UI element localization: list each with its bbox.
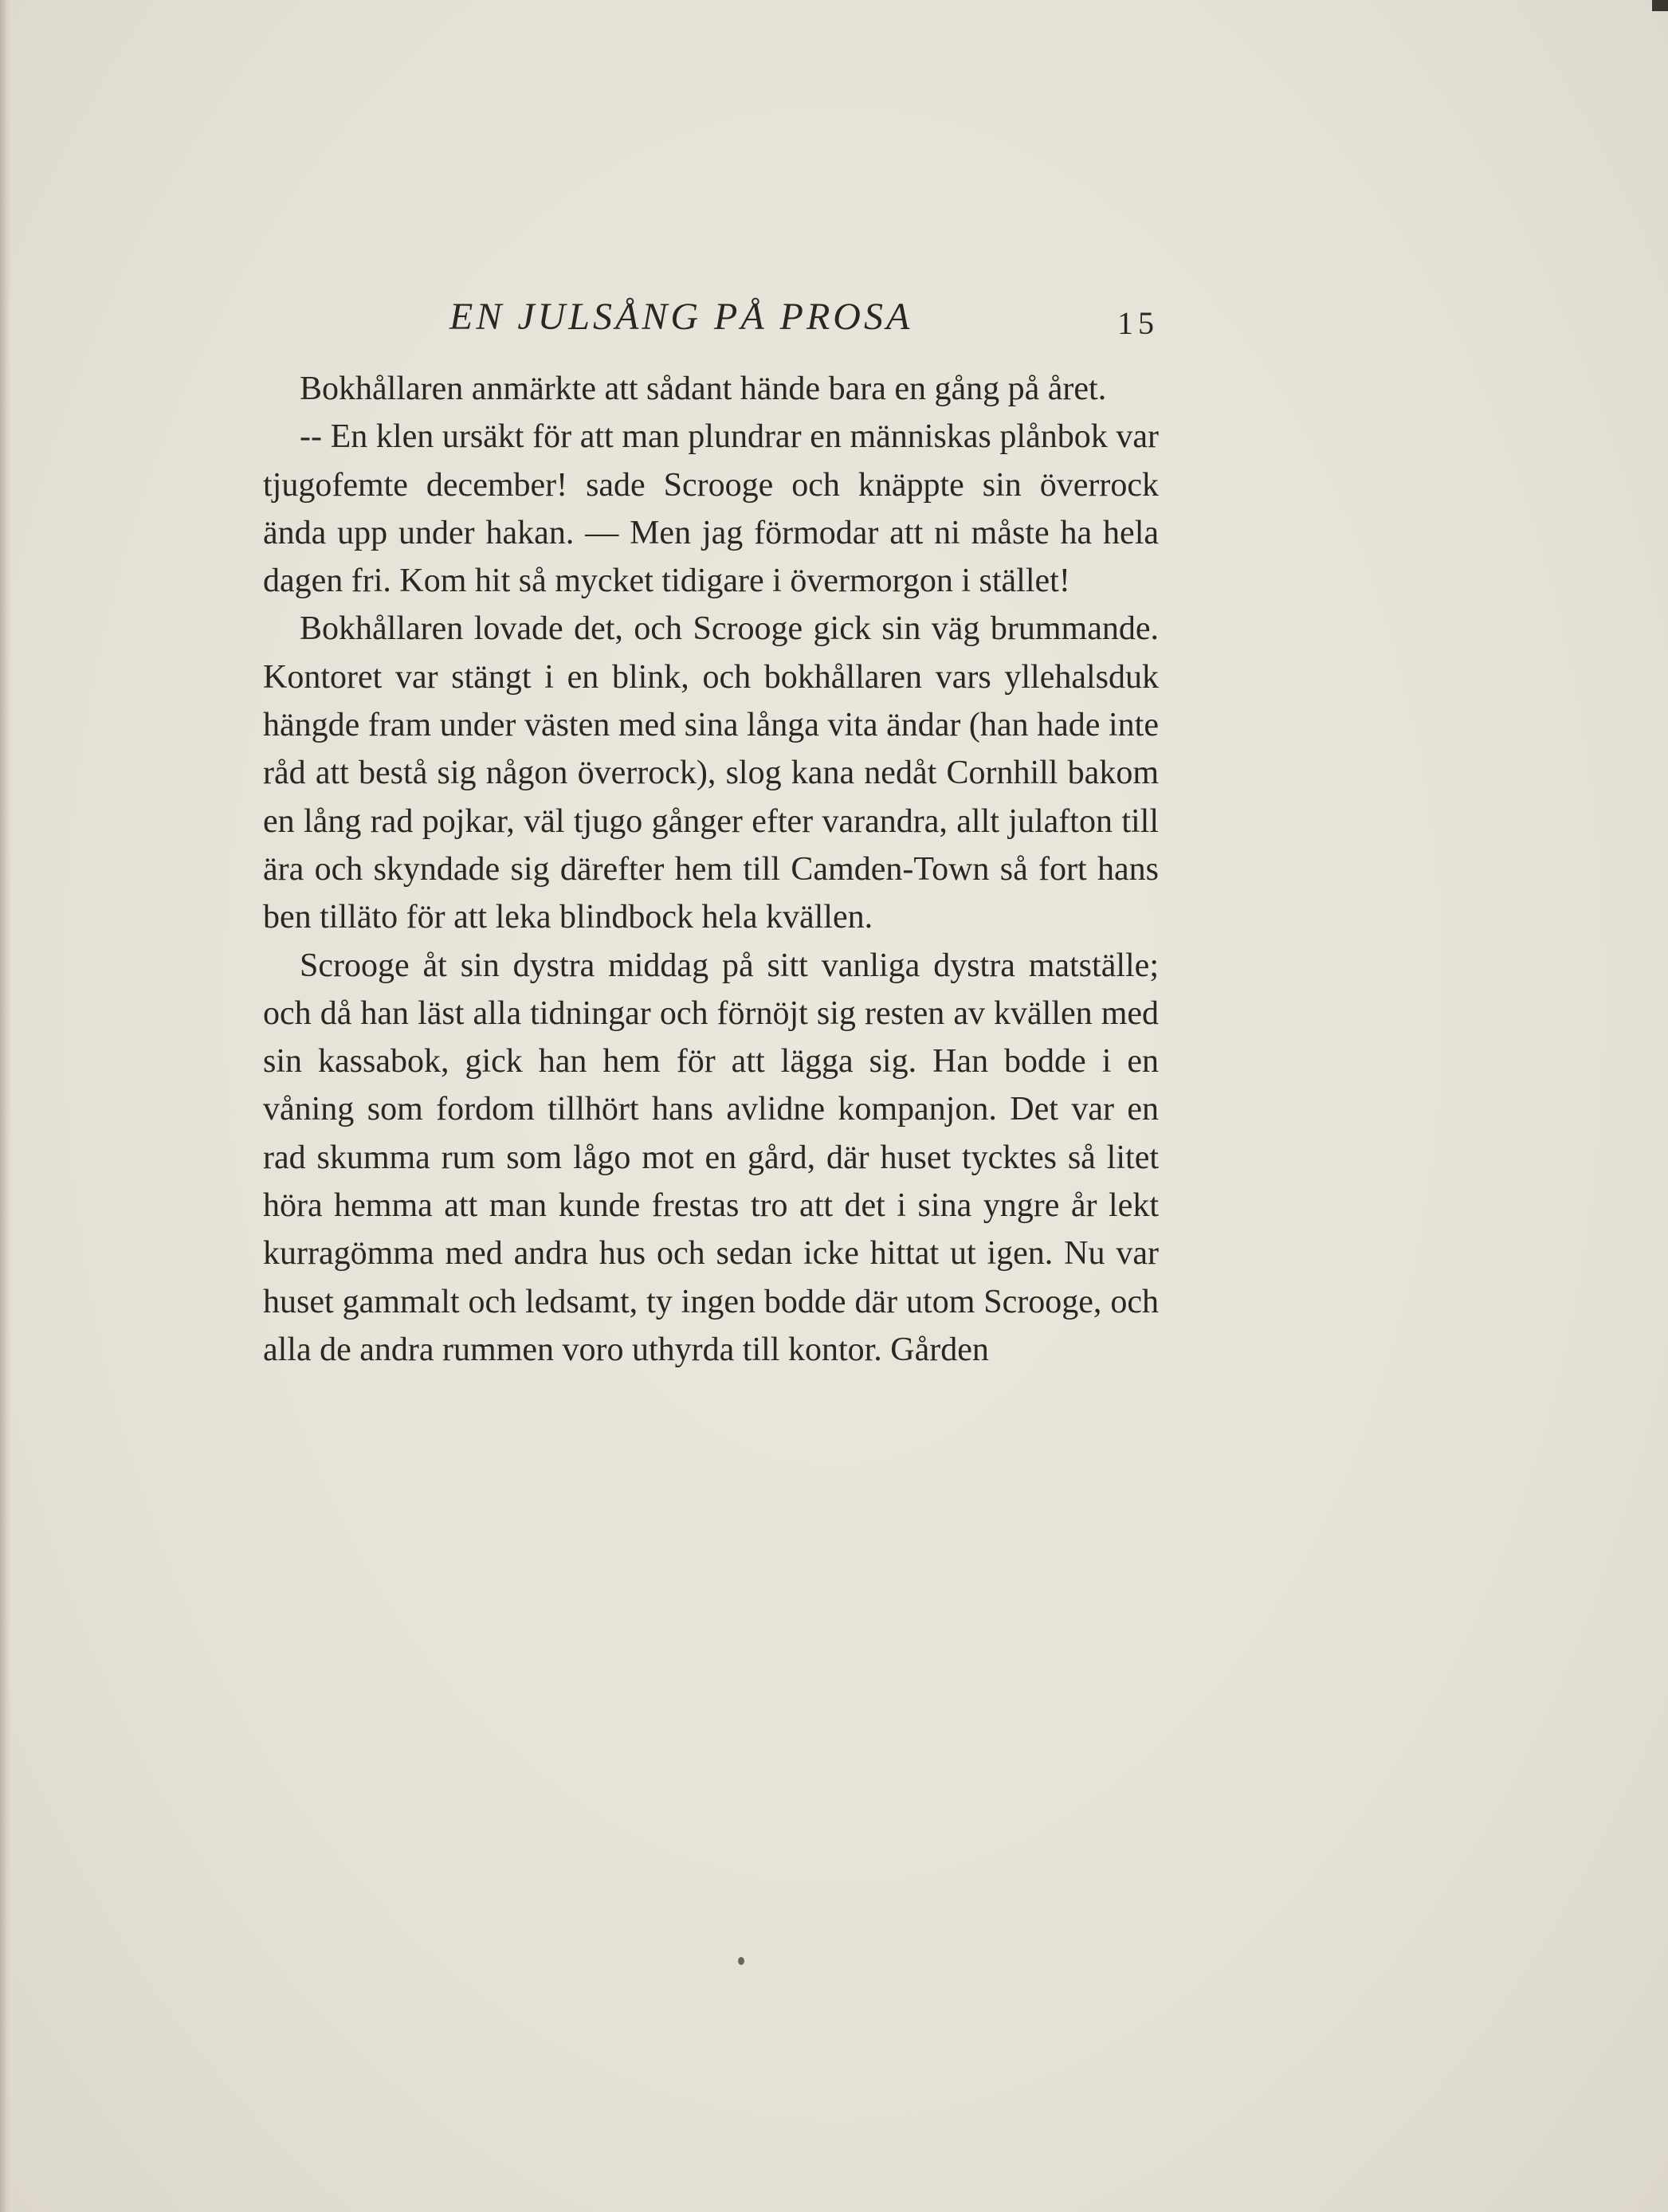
paragraph-1: Bokhållaren anmärkte att sådant hände bara en gång på året. xyxy=(300,371,1107,407)
page-number: 15 xyxy=(1117,305,1159,341)
ink-speck xyxy=(738,1957,744,1965)
paragraph-2: -- En klen ursäkt för att man plundrar en människas plånbok var tjugofemte december! sade Scrooge och knäppte sin överrock ända upp under hakan. — Men jag förmodar att ni måste ha hela dagen fri. Kom hit så mycket tidigare i övermorgon i stället! xyxy=(263,418,1159,600)
spine-shadow xyxy=(0,0,11,2212)
running-title: EN JULSÅNG PÅ PROSA xyxy=(449,296,913,338)
running-head xyxy=(263,292,1159,355)
body-text xyxy=(263,365,1159,1374)
corner-mark xyxy=(1652,0,1668,11)
paragraph-3: Bokhållaren lovade det, och Scrooge gick sin väg brummande. Kontoret var stängt i en blink, och bokhållaren vars yllehalsduk hängde fram under västen med sina långa vita ändar (han hade inte råd att bestå sig någon överrock), slog kana nedåt Cornhill bakom en lång rad pojkar, väl tjugo gånger efter varandra, allt julafton till ära och skyndade sig därefter hem till Camden-Town så fort hans ben tilläto för att leka blindbock hela kvällen. xyxy=(263,610,1159,936)
paragraph-4: Scrooge åt sin dystra middag på sitt vanliga dystra matställe; och då han läst alla tidningar och förnöjt sig resten av kvällen med sin kassabok, gick han hem för att lägga sig. Han bodde i en våning som fordom tillhört hans avlidne kompanjon. Det var en rad skumma rum som lågo mot en gård, där huset tycktes så litet höra hemma att man kunde frestas tro att det i sina yngre år lekt kurragömma med andra hus och sedan icke hittat ut igen. Nu var huset gammalt och ledsamt, ty ingen bodde där utom Scrooge, och alla de andra rummen voro uthyrda till kontor. Gården xyxy=(263,947,1159,1368)
